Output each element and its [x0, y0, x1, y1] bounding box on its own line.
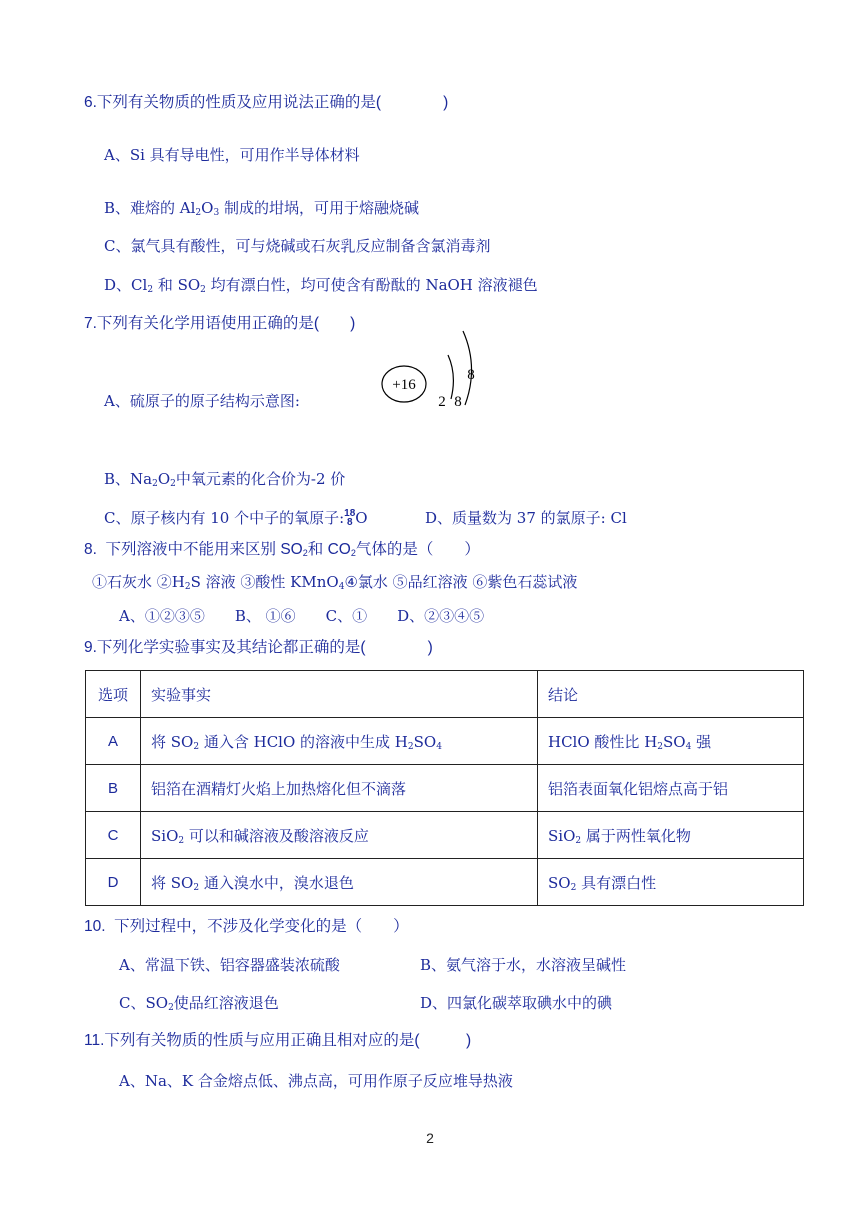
- row-option: B: [86, 765, 141, 812]
- oxygen-isotope-notation: 18 8: [344, 508, 356, 528]
- row-fact: SiO$_2$ 可以和碱溶液及酸溶液反应: [141, 812, 538, 859]
- q9-table: [85, 670, 804, 906]
- q7-option-a: A、硫原子的原子结构示意图:: [104, 392, 300, 410]
- q6-stem: 6.下列有关物质的性质及应用说法正确的是( ): [84, 94, 449, 111]
- row-option: D: [86, 859, 141, 906]
- electron-shell-arc-1: [448, 355, 453, 399]
- q8-stem: 8. 下列溶液中不能用来区别 $SO_2$和 $CO_2$气体的是（ ）: [84, 541, 480, 558]
- q8-options: A、①②③⑤ B、 ①⑥ C、① D、②③④⑤: [119, 607, 485, 625]
- q6-option-b: B、难熔的 $Al_2O_3$ 制成的坩埚，可用于熔融烧碱: [104, 199, 419, 218]
- q6-option-d: D、$Cl_2$ 和 $SO_2$ 均有漂白性，均可使含有酚酞的 NaOH 溶液褪色: [104, 276, 538, 295]
- table-row: [86, 859, 804, 906]
- row-conclusion: 铝箔表面氧化铝熔点高于铝: [538, 765, 804, 812]
- table-row: [86, 718, 804, 765]
- table-header-row: [86, 671, 804, 718]
- q10-stem: 10. 下列过程中，不涉及化学变化的是（ ）: [84, 918, 409, 935]
- q9-stem: 9.下列化学实验事实及其结论都正确的是( ): [84, 639, 433, 656]
- q11-stem: 11.下列有关物质的性质与应用正确且相对应的是( ): [84, 1032, 472, 1049]
- shell-3-electrons: 8: [467, 367, 475, 383]
- row-option: C: [86, 812, 141, 859]
- q7-option-b: B、$Na_2O_2$中氧元素的化合价为-2 价: [104, 470, 346, 489]
- header-fact: 实验事实: [141, 671, 538, 718]
- q7-stem: 7.下列有关化学用语使用正确的是( ): [84, 315, 356, 332]
- q7-option-d: D、质量数为 37 的氯原子: Cl: [425, 509, 627, 527]
- table-row: [86, 765, 804, 812]
- row-fact: 将 $SO_2$ 通入溴水中，溴水退色: [141, 859, 538, 906]
- header-option: 选项: [86, 671, 141, 718]
- row-conclusion: SiO$_2$ 属于两性氧化物: [538, 812, 804, 859]
- shell-2-electrons: 8: [454, 394, 462, 410]
- q7-option-c: C、原子核内有 10 个中子的氧原子:18 8 O: [104, 508, 368, 528]
- table-row: [86, 812, 804, 859]
- q6-option-c: C、氯气具有酸性，可与烧碱或石灰乳反应制备含氯消毒剂: [104, 237, 491, 255]
- q11-option-a: A、Na、K 合金熔点低、沸点高，可用作原子反应堆导热液: [119, 1072, 513, 1090]
- q10-option-b: B、氨气溶于水，水溶液呈碱性: [420, 956, 627, 974]
- header-conclusion: 结论: [538, 671, 804, 718]
- q10-option-c: C、$SO_2$使品红溶液退色: [119, 994, 279, 1013]
- sulfur-atom-structure-diagram: [375, 325, 485, 415]
- q10-option-d: D、四氯化碳萃取碘水中的碘: [420, 994, 613, 1012]
- row-conclusion: $SO_2$ 具有漂白性: [538, 859, 804, 906]
- row-option: A: [86, 718, 141, 765]
- page-number: 2: [426, 1130, 434, 1146]
- q8-reagent-list: ①石灰水 $②H_2S$ 溶液 ③酸性 KMnO$_4$④氯水 ⑤品红溶液 ⑥紫色石蕊试液: [92, 573, 578, 592]
- row-conclusion: HClO 酸性比 $H_2SO_4$ 强: [538, 718, 804, 765]
- q10-option-a: A、常温下铁、铝容器盛装浓硫酸: [119, 956, 340, 974]
- row-fact: 铝箔在酒精灯火焰上加热熔化但不滴落: [141, 765, 538, 812]
- q6-option-a: A、Si 具有导电性，可用作半导体材料: [104, 146, 360, 164]
- nucleus-charge: +16: [392, 377, 416, 393]
- shell-1-electrons: 2: [438, 394, 446, 410]
- row-fact: 将 $SO_2$ 通入含 HClO 的溶液中生成 $H_2SO_4$: [141, 718, 538, 765]
